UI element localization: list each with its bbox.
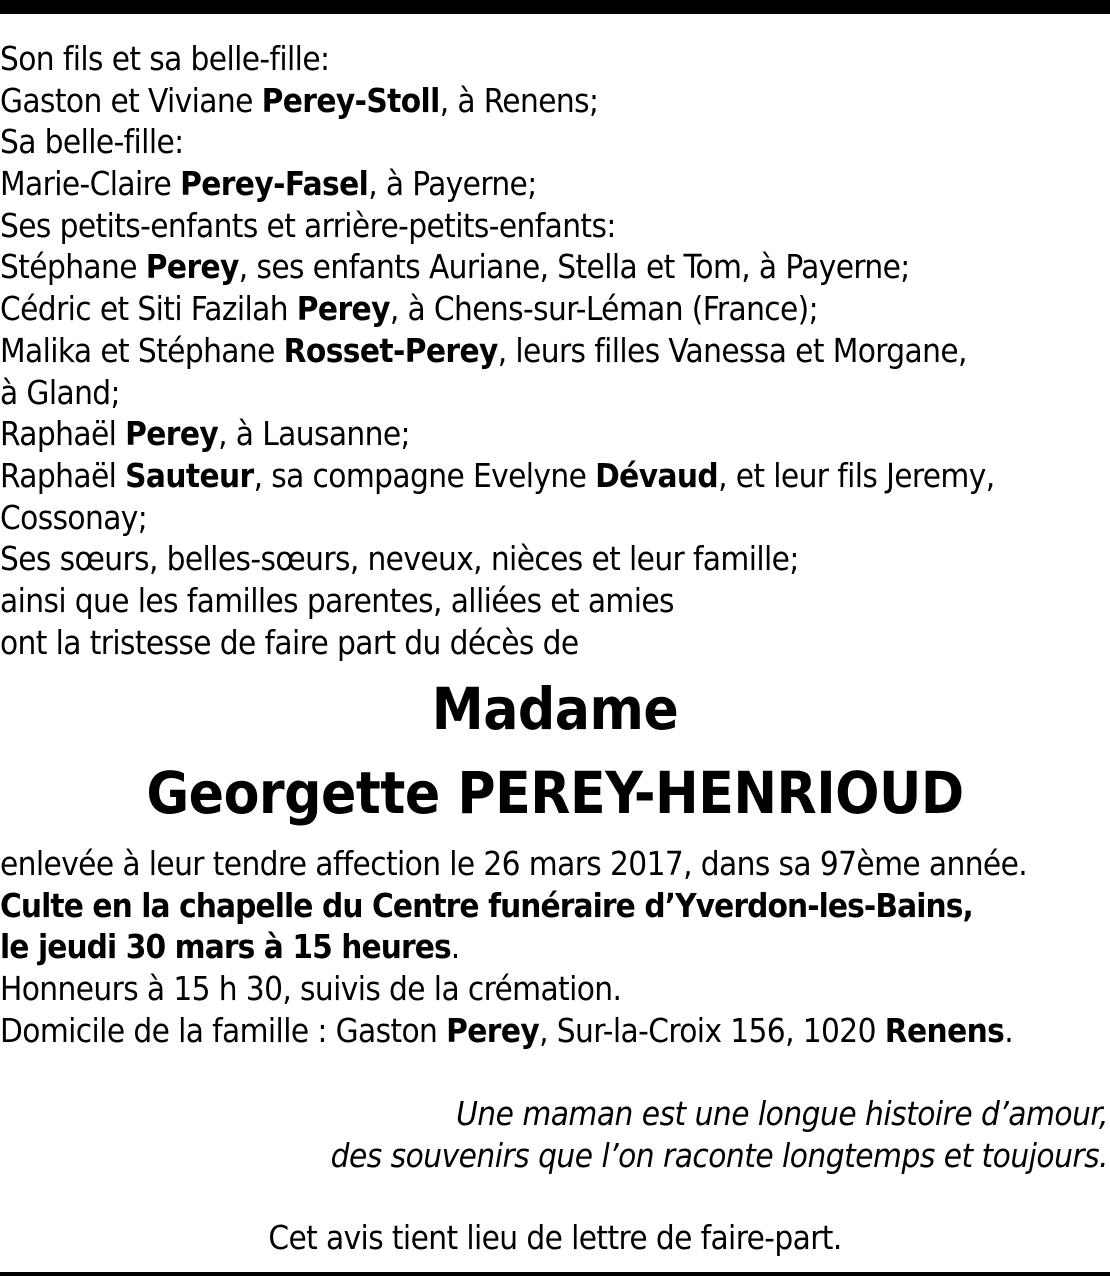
quote-line: Une maman est une longue histoire d’amour, [456, 1094, 1108, 1133]
quote-line: des souvenirs que l’on raconte longtemps et toujours. [330, 1135, 1108, 1175]
text-line [0, 330, 1110, 372]
text-fragment: Malika et Stéphane [0, 330, 284, 370]
closing-note [0, 1217, 1110, 1259]
city-name: Renens [884, 1010, 1005, 1050]
section-heading: Son fils et sa belle-fille: [0, 39, 330, 78]
service-details [0, 843, 1110, 1051]
closing-line: Cet avis tient lieu de lettre de faire-part. [268, 1218, 842, 1257]
surname: Perey [125, 414, 219, 454]
text-fragment: , à Lausanne; [218, 414, 410, 454]
text-fragment: , Sur-la-Croix 156, 1020 [539, 1010, 885, 1050]
text-fragment: , à Renens; [439, 80, 599, 120]
text-fragment: Culte en la chapelle du Centre funéraire d’Yverdon-les-Bains, [0, 885, 973, 925]
text-fragment: Honneurs à 15 h 30, suivis de la crémation. [0, 969, 622, 1009]
text-line [0, 80, 1110, 122]
text-line [0, 497, 1110, 539]
section-heading: Ses petits-enfants et arrière-petits-enfants: [0, 205, 616, 245]
text-line [0, 38, 1110, 80]
text-fragment: Cédric et Siti Fazilah [0, 289, 297, 329]
text-fragment: enlevée à leur tendre affection le 26 mars 2017, dans sa 97ème année. [0, 844, 1028, 883]
text-line [0, 622, 1110, 664]
text-fragment: , ses enfants Auriane, Stella et Tom, à Payerne; [238, 247, 910, 287]
service-line [0, 885, 1110, 927]
text-line [0, 968, 1110, 1010]
section-heading: Sa belle-fille: [0, 122, 184, 162]
text-line [0, 538, 1110, 580]
text-fragment: . [450, 927, 460, 967]
text-fragment: à Gland; [0, 372, 120, 412]
text-line [0, 288, 1110, 330]
text-fragment: Domicile de la famille : Gaston [0, 1010, 447, 1050]
service-line [0, 926, 1110, 968]
text-fragment: Raphaël [0, 414, 126, 454]
bottom-rule [0, 1272, 1110, 1276]
text-fragment: Marie-Claire [0, 164, 181, 204]
text-fragment: ainsi que les familles parentes, alliées et amies [0, 580, 674, 620]
deceased-title: Madame [431, 675, 679, 743]
text-line [0, 455, 1110, 497]
memorial-quote [8, 1093, 1108, 1176]
text-fragment: , et leur fils Jeremy, [718, 455, 995, 495]
top-rule [0, 0, 1110, 14]
text-fragment: Stéphane [0, 247, 146, 287]
surname: Dévaud [595, 455, 719, 495]
text-line [0, 372, 1110, 414]
text-fragment: Cossonay; [0, 497, 148, 537]
surname: Perey-Fasel [180, 164, 369, 204]
text-line [0, 843, 1110, 885]
text-fragment: , à Payerne; [368, 164, 537, 204]
text-line [0, 121, 1110, 163]
text-fragment: Gaston et Viviane [0, 80, 262, 120]
text-fragment: , leurs filles Vanessa et Morgane, [497, 330, 967, 370]
deceased-name: Georgette PEREY-HENRIOUD [146, 759, 964, 827]
text-fragment: ont la tristesse de faire part du décès de [0, 622, 579, 662]
text-line [0, 1010, 1110, 1052]
text-fragment: Ses sœurs, belles-sœurs, neveux, nièces et leur famille; [0, 539, 799, 579]
surname: Rosset-Perey [283, 330, 498, 370]
text-line [0, 246, 1110, 288]
family-list [0, 38, 1110, 663]
text-fragment: Raphaël [0, 455, 126, 495]
text-fragment: le jeudi 30 mars à 15 heures [0, 927, 451, 967]
surname: Perey [145, 247, 239, 287]
text-line [0, 580, 1110, 622]
text-fragment: . [1004, 1010, 1014, 1050]
surname: Perey [446, 1010, 540, 1050]
text-fragment: , sa compagne Evelyne [253, 455, 596, 495]
surname: Perey [296, 289, 390, 329]
text-line [0, 413, 1110, 455]
surname: Perey-Stoll [261, 80, 440, 120]
text-fragment: , à Chens-sur-Léman (France); [389, 289, 819, 329]
surname: Sauteur [125, 455, 254, 495]
text-line [0, 205, 1110, 247]
text-line [0, 163, 1110, 205]
